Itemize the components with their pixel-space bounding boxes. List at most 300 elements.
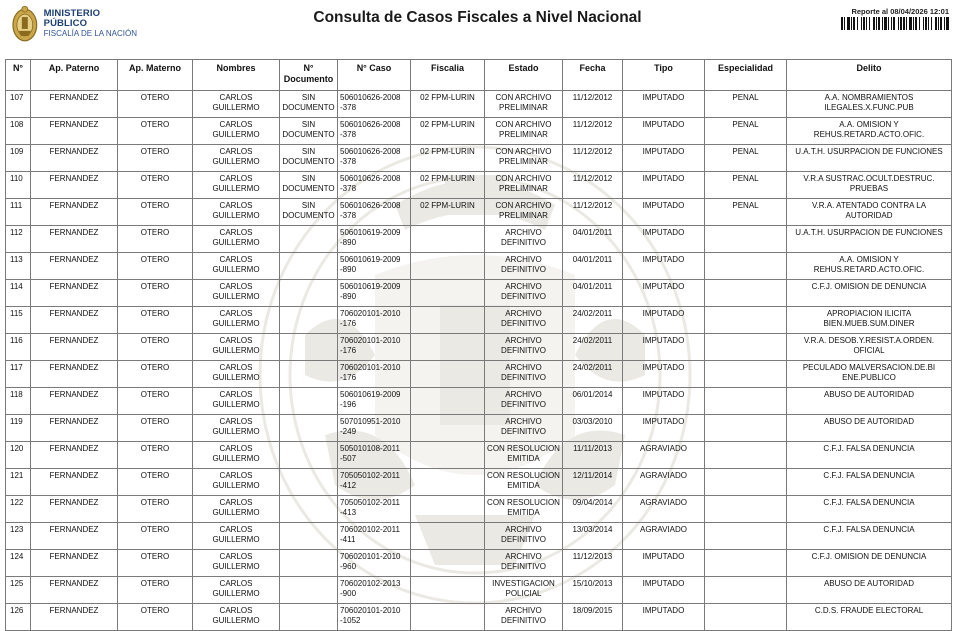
estado-cell: ARCHIVO DEFINITIVO — [485, 388, 563, 415]
delito-cell: V.R.A. ATENTADO CONTRA LA AUTORIDAD — [787, 199, 952, 226]
estado-cell: CON ARCHIVO PRELIMINAR — [485, 118, 563, 145]
ap-paterno-cell: FERNANDEZ — [31, 361, 118, 388]
especialidad-cell — [705, 496, 787, 523]
column-header-ap-materno: Ap. Materno — [118, 60, 193, 91]
nombres-cell: CARLOS GUILLERMO — [193, 415, 280, 442]
column-header-fecha: Fecha — [563, 60, 623, 91]
barcode-bar — [876, 17, 877, 30]
caso-cell: 506010626-2008 -378 — [338, 145, 411, 172]
table-row — [6, 172, 952, 199]
table-row — [6, 226, 952, 253]
fiscalia-cell — [411, 442, 485, 469]
tipo-cell: IMPUTADO — [623, 550, 705, 577]
tipo-cell: IMPUTADO — [623, 361, 705, 388]
fiscalia-cell — [411, 280, 485, 307]
table-row — [6, 280, 952, 307]
column-header-especialidad: Especialidad — [705, 60, 787, 91]
caso-cell: 706020102-2011 -411 — [338, 523, 411, 550]
row-number: 126 — [6, 604, 31, 631]
barcode-bar — [891, 17, 892, 30]
table-row — [6, 361, 952, 388]
fiscalia-cell — [411, 361, 485, 388]
fecha-cell: 06/01/2014 — [563, 388, 623, 415]
fecha-cell: 11/12/2012 — [563, 172, 623, 199]
table-row — [6, 523, 952, 550]
ap-materno-cell: OTERO — [118, 469, 193, 496]
documento-cell — [280, 577, 338, 604]
nombres-cell: CARLOS GUILLERMO — [193, 388, 280, 415]
documento-cell — [280, 496, 338, 523]
delito-cell: C.F.J. FALSA DENUNCIA — [787, 469, 952, 496]
fiscalia-cell — [411, 307, 485, 334]
tipo-cell: IMPUTADO — [623, 577, 705, 604]
barcode-bar — [861, 17, 862, 30]
ap-materno-cell: OTERO — [118, 145, 193, 172]
row-number: 113 — [6, 253, 31, 280]
ap-materno-cell: OTERO — [118, 280, 193, 307]
fiscalia-cell: 02 FPM-LURIN — [411, 199, 485, 226]
documento-cell — [280, 280, 338, 307]
ap-paterno-cell: FERNANDEZ — [31, 307, 118, 334]
ap-paterno-cell: FERNANDEZ — [31, 91, 118, 118]
delito-cell: ABUSO DE AUTORIDAD — [787, 415, 952, 442]
ap-paterno-cell: FERNANDEZ — [31, 145, 118, 172]
row-number: 114 — [6, 280, 31, 307]
documento-cell: SIN DOCUMENTO — [280, 118, 338, 145]
estado-cell: ARCHIVO DEFINITIVO — [485, 415, 563, 442]
row-number: 122 — [6, 496, 31, 523]
row-number: 121 — [6, 469, 31, 496]
barcode-bar — [884, 17, 887, 30]
documento-cell: SIN DOCUMENTO — [280, 199, 338, 226]
barcode-bar — [888, 17, 889, 30]
report-header — [0, 0, 955, 58]
ap-materno-cell: OTERO — [118, 415, 193, 442]
nombres-cell: CARLOS GUILLERMO — [193, 523, 280, 550]
barcode-bar — [903, 17, 905, 30]
caso-cell: 505010108-2011 -507 — [338, 442, 411, 469]
documento-cell — [280, 307, 338, 334]
barcode-bar — [913, 17, 914, 30]
documento-cell — [280, 334, 338, 361]
table-row — [6, 577, 952, 604]
tipo-cell: IMPUTADO — [623, 145, 705, 172]
documento-cell: SIN DOCUMENTO — [280, 145, 338, 172]
column-header-numero: N° — [6, 60, 31, 91]
especialidad-cell: PENAL — [705, 172, 787, 199]
table-row — [6, 334, 952, 361]
column-header-caso: N° Caso — [338, 60, 411, 91]
page-title: Consulta de Casos Fiscales a Nivel Nacional — [313, 9, 642, 26]
fiscalia-cell: 02 FPM-LURIN — [411, 91, 485, 118]
ap-materno-cell: OTERO — [118, 442, 193, 469]
delito-cell: U.A.T.H. USURPACION DE FUNCIONES — [787, 226, 952, 253]
barcode-bar — [928, 17, 929, 30]
delito-cell: APROPIACION ILICITA BIEN.MUEB.SUM.DINER — [787, 307, 952, 334]
ap-paterno-cell: FERNANDEZ — [31, 172, 118, 199]
fecha-cell: 24/02/2011 — [563, 307, 623, 334]
fiscalia-cell — [411, 496, 485, 523]
table-row — [6, 442, 952, 469]
caso-cell: 705050102-2011 -413 — [338, 496, 411, 523]
barcode-bar — [944, 17, 945, 30]
tipo-cell: IMPUTADO — [623, 172, 705, 199]
table-row — [6, 145, 952, 172]
fiscalia-cell — [411, 523, 485, 550]
nombres-cell: CARLOS GUILLERMO — [193, 118, 280, 145]
delito-cell: U.A.T.H. USURPACION DE FUNCIONES — [787, 145, 952, 172]
tipo-cell: AGRAVIADO — [623, 496, 705, 523]
documento-cell — [280, 253, 338, 280]
barcode-bar — [851, 17, 852, 30]
documento-cell — [280, 388, 338, 415]
especialidad-cell — [705, 469, 787, 496]
report-stamp — [837, 7, 949, 30]
column-header-delito: Delito — [787, 60, 952, 91]
documento-cell — [280, 550, 338, 577]
row-number: 112 — [6, 226, 31, 253]
barcode-bar — [946, 17, 949, 30]
fecha-cell: 11/12/2013 — [563, 550, 623, 577]
row-number: 118 — [6, 388, 31, 415]
barcode-bar — [841, 17, 843, 30]
ap-paterno-cell: FERNANDEZ — [31, 199, 118, 226]
barcode-bar — [935, 17, 937, 30]
caso-cell: 706020101-2010 -960 — [338, 550, 411, 577]
ap-paterno-cell: FERNANDEZ — [31, 388, 118, 415]
delito-cell: C.F.J. FALSA DENUNCIA — [787, 442, 952, 469]
barcode-bar — [844, 17, 845, 30]
estado-cell: INVESTIGACION POLICIAL — [485, 577, 563, 604]
barcode-bar — [906, 17, 907, 30]
barcode-bar — [900, 17, 902, 30]
barcode-bar — [931, 17, 932, 30]
estado-cell: ARCHIVO DEFINITIVO — [485, 253, 563, 280]
caso-cell: 506010619-2009 -196 — [338, 388, 411, 415]
row-number: 111 — [6, 199, 31, 226]
ap-materno-cell: OTERO — [118, 577, 193, 604]
ap-materno-cell: OTERO — [118, 388, 193, 415]
tipo-cell: IMPUTADO — [623, 253, 705, 280]
barcode-bar — [940, 17, 942, 30]
ap-materno-cell: OTERO — [118, 550, 193, 577]
estado-cell: ARCHIVO DEFINITIVO — [485, 307, 563, 334]
estado-cell: ARCHIVO DEFINITIVO — [485, 280, 563, 307]
caso-cell: 506010619-2009 -890 — [338, 280, 411, 307]
logo-name: MINISTERIO PÚBLICO — [43, 8, 101, 29]
barcode-bar — [853, 17, 855, 30]
especialidad-cell: PENAL — [705, 199, 787, 226]
column-header-tipo: Tipo — [623, 60, 705, 91]
especialidad-cell — [705, 280, 787, 307]
estado-cell: ARCHIVO DEFINITIVO — [485, 226, 563, 253]
caso-cell: 506010626-2008 -378 — [338, 199, 411, 226]
row-number: 108 — [6, 118, 31, 145]
cases-table — [5, 59, 952, 631]
fiscalia-cell — [411, 415, 485, 442]
barcode-bar — [898, 17, 899, 30]
ap-paterno-cell: FERNANDEZ — [31, 253, 118, 280]
delito-cell: C.D.S. FRAUDE ELECTORAL — [787, 604, 952, 631]
estado-cell: CON RESOLUCION EMITIDA — [485, 496, 563, 523]
especialidad-cell — [705, 307, 787, 334]
delito-cell: V.R.A SUSTRAC.OCULT.DESTRUC. PRUEBAS — [787, 172, 952, 199]
documento-cell — [280, 442, 338, 469]
nombres-cell: CARLOS GUILLERMO — [193, 253, 280, 280]
tipo-cell: IMPUTADO — [623, 307, 705, 334]
row-number: 116 — [6, 334, 31, 361]
tipo-cell: IMPUTADO — [623, 415, 705, 442]
estado-cell: CON RESOLUCION EMITIDA — [485, 442, 563, 469]
estado-cell: CON ARCHIVO PRELIMINAR — [485, 145, 563, 172]
delito-cell: PECULADO MALVERSACION.DE.BI ENE.PUBLICO — [787, 361, 952, 388]
row-number: 119 — [6, 415, 31, 442]
column-header-fiscalia: Fiscalia — [411, 60, 485, 91]
fecha-cell: 24/02/2011 — [563, 361, 623, 388]
ap-paterno-cell: FERNANDEZ — [31, 577, 118, 604]
ap-paterno-cell: FERNANDEZ — [31, 469, 118, 496]
tipo-cell: IMPUTADO — [623, 199, 705, 226]
table-row — [6, 307, 952, 334]
barcode-bar — [878, 17, 880, 30]
fecha-cell: 11/12/2012 — [563, 199, 623, 226]
table-row — [6, 550, 952, 577]
fiscalia-cell: 02 FPM-LURIN — [411, 118, 485, 145]
ap-materno-cell: OTERO — [118, 199, 193, 226]
row-number: 109 — [6, 145, 31, 172]
estado-cell: ARCHIVO DEFINITIVO — [485, 361, 563, 388]
ap-materno-cell: OTERO — [118, 334, 193, 361]
tipo-cell: AGRAVIADO — [623, 442, 705, 469]
documento-cell — [280, 415, 338, 442]
fecha-cell: 03/03/2010 — [563, 415, 623, 442]
table-row — [6, 415, 952, 442]
fecha-cell: 11/11/2013 — [563, 442, 623, 469]
tipo-cell: IMPUTADO — [623, 388, 705, 415]
tipo-cell: IMPUTADO — [623, 280, 705, 307]
table-row — [6, 91, 952, 118]
especialidad-cell: PENAL — [705, 145, 787, 172]
ap-materno-cell: OTERO — [118, 604, 193, 631]
fecha-cell: 18/09/2015 — [563, 604, 623, 631]
tipo-cell: AGRAVIADO — [623, 523, 705, 550]
row-number: 120 — [6, 442, 31, 469]
row-number: 123 — [6, 523, 31, 550]
nombres-cell: CARLOS GUILLERMO — [193, 469, 280, 496]
ap-materno-cell: OTERO — [118, 253, 193, 280]
fecha-cell: 11/12/2012 — [563, 91, 623, 118]
nombres-cell: CARLOS GUILLERMO — [193, 91, 280, 118]
ap-materno-cell: OTERO — [118, 226, 193, 253]
tipo-cell: IMPUTADO — [623, 118, 705, 145]
barcode-bar — [919, 17, 920, 30]
estado-cell: CON ARCHIVO PRELIMINAR — [485, 91, 563, 118]
caso-cell: 507010951-2010 -249 — [338, 415, 411, 442]
table-row — [6, 199, 952, 226]
fiscalia-cell — [411, 253, 485, 280]
estado-cell: CON RESOLUCION EMITIDA — [485, 469, 563, 496]
especialidad-cell — [705, 523, 787, 550]
especialidad-cell — [705, 577, 787, 604]
documento-cell — [280, 523, 338, 550]
delito-cell: ABUSO DE AUTORIDAD — [787, 577, 952, 604]
ap-paterno-cell: FERNANDEZ — [31, 604, 118, 631]
delito-cell: V.R.A. DESOB.Y.RESIST.A.ORDEN. OFICIAL — [787, 334, 952, 361]
especialidad-cell: PENAL — [705, 118, 787, 145]
especialidad-cell — [705, 415, 787, 442]
fiscalia-cell — [411, 388, 485, 415]
ap-paterno-cell: FERNANDEZ — [31, 334, 118, 361]
ap-paterno-cell: FERNANDEZ — [31, 118, 118, 145]
estado-cell: CON ARCHIVO PRELIMINAR — [485, 172, 563, 199]
column-header-estado: Estado — [485, 60, 563, 91]
tipo-cell: IMPUTADO — [623, 226, 705, 253]
nombres-cell: CARLOS GUILLERMO — [193, 604, 280, 631]
column-header-ap-paterno: Ap. Paterno — [31, 60, 118, 91]
barcode-bar — [938, 17, 939, 30]
nombres-cell: CARLOS GUILLERMO — [193, 172, 280, 199]
table-row — [6, 388, 952, 415]
nombres-cell: CARLOS GUILLERMO — [193, 280, 280, 307]
ap-paterno-cell: FERNANDEZ — [31, 415, 118, 442]
delito-cell: A.A. NOMBRAMIENTOS ILEGALES.X.FUNC.PUB — [787, 91, 952, 118]
barcode-bar — [863, 17, 865, 30]
fecha-cell: 09/04/2014 — [563, 496, 623, 523]
delito-cell: C.F.J. OMISION DE DENUNCIA — [787, 550, 952, 577]
delito-cell: C.F.J. FALSA DENUNCIA — [787, 523, 952, 550]
especialidad-cell — [705, 361, 787, 388]
nombres-cell: CARLOS GUILLERMO — [193, 577, 280, 604]
nombres-cell: CARLOS GUILLERMO — [193, 361, 280, 388]
documento-cell — [280, 361, 338, 388]
ap-materno-cell: OTERO — [118, 496, 193, 523]
delito-cell: C.F.J. OMISION DE DENUNCIA — [787, 280, 952, 307]
nombres-cell: CARLOS GUILLERMO — [193, 334, 280, 361]
nombres-cell: CARLOS GUILLERMO — [193, 226, 280, 253]
caso-cell: 705050102-2011 -412 — [338, 469, 411, 496]
fecha-cell: 13/03/2014 — [563, 523, 623, 550]
estado-cell: CON ARCHIVO PRELIMINAR — [485, 199, 563, 226]
especialidad-cell — [705, 388, 787, 415]
fecha-cell: 12/11/2014 — [563, 469, 623, 496]
caso-cell: 506010626-2008 -378 — [338, 91, 411, 118]
fecha-cell: 15/10/2013 — [563, 577, 623, 604]
fiscalia-cell — [411, 604, 485, 631]
delito-cell: ABUSO DE AUTORIDAD — [787, 388, 952, 415]
row-number: 125 — [6, 577, 31, 604]
documento-cell — [280, 469, 338, 496]
fiscalia-cell — [411, 550, 485, 577]
caso-cell: 506010626-2008 -378 — [338, 118, 411, 145]
ap-materno-cell: OTERO — [118, 118, 193, 145]
barcode-bar — [923, 17, 924, 30]
especialidad-cell — [705, 334, 787, 361]
delito-cell: C.F.J. FALSA DENUNCIA — [787, 496, 952, 523]
ap-paterno-cell: FERNANDEZ — [31, 442, 118, 469]
fecha-cell: 04/01/2011 — [563, 280, 623, 307]
especialidad-cell — [705, 226, 787, 253]
delito-cell: A.A. OMISION Y REHUS.RETARD.ACTO.OFIC. — [787, 118, 952, 145]
table-row — [6, 604, 952, 631]
caso-cell: 506010626-2008 -378 — [338, 172, 411, 199]
barcode-bar — [857, 17, 858, 30]
column-header-documento: N° Documento — [280, 60, 338, 91]
barcode-bar — [866, 17, 867, 30]
caso-cell: 506010619-2009 -890 — [338, 253, 411, 280]
ap-paterno-cell: FERNANDEZ — [31, 550, 118, 577]
table-row — [6, 253, 952, 280]
especialidad-cell — [705, 442, 787, 469]
documento-cell — [280, 604, 338, 631]
nombres-cell: CARLOS GUILLERMO — [193, 550, 280, 577]
table-header-row — [6, 60, 952, 91]
estado-cell: ARCHIVO DEFINITIVO — [485, 334, 563, 361]
fiscalia-cell — [411, 469, 485, 496]
caso-cell: 706020102-2013 -900 — [338, 577, 411, 604]
row-number: 110 — [6, 172, 31, 199]
row-number: 115 — [6, 307, 31, 334]
barcode-bar — [909, 17, 912, 30]
column-header-nombres: Nombres — [193, 60, 280, 91]
ap-paterno-cell: FERNANDEZ — [31, 523, 118, 550]
especialidad-cell — [705, 253, 787, 280]
barcode-bar — [869, 17, 870, 30]
fecha-cell: 24/02/2011 — [563, 334, 623, 361]
fiscalia-cell: 02 FPM-LURIN — [411, 172, 485, 199]
barcode-bar — [915, 17, 917, 30]
fiscalia-cell — [411, 226, 485, 253]
row-number: 124 — [6, 550, 31, 577]
fecha-cell: 04/01/2011 — [563, 253, 623, 280]
ap-materno-cell: OTERO — [118, 523, 193, 550]
fecha-cell: 04/01/2011 — [563, 226, 623, 253]
report-date: Reporte al 08/04/2026 12:01 — [851, 7, 949, 16]
barcode-icon — [841, 17, 949, 30]
nombres-cell: CARLOS GUILLERMO — [193, 145, 280, 172]
fiscalia-cell: 02 FPM-LURIN — [411, 145, 485, 172]
delito-cell: A.A. OMISION Y REHUS.RETARD.ACTO.OFIC. — [787, 253, 952, 280]
tipo-cell: IMPUTADO — [623, 604, 705, 631]
estado-cell: ARCHIVO DEFINITIVO — [485, 550, 563, 577]
table-body — [6, 91, 952, 631]
caso-cell: 706020101-2010 -1052 — [338, 604, 411, 631]
row-number: 107 — [6, 91, 31, 118]
tipo-cell: IMPUTADO — [623, 91, 705, 118]
nombres-cell: CARLOS GUILLERMO — [193, 442, 280, 469]
fecha-cell: 11/12/2012 — [563, 118, 623, 145]
caso-cell: 706020101-2010 -176 — [338, 307, 411, 334]
estado-cell: ARCHIVO DEFINITIVO — [485, 604, 563, 631]
table-row — [6, 469, 952, 496]
ap-materno-cell: OTERO — [118, 91, 193, 118]
barcode-bar — [873, 17, 875, 30]
fiscalia-cell — [411, 334, 485, 361]
table-row — [6, 496, 952, 523]
documento-cell: SIN DOCUMENTO — [280, 172, 338, 199]
fiscalia-cell — [411, 577, 485, 604]
tipo-cell: IMPUTADO — [623, 334, 705, 361]
tipo-cell: AGRAVIADO — [623, 469, 705, 496]
ap-paterno-cell: FERNANDEZ — [31, 496, 118, 523]
nombres-cell: CARLOS GUILLERMO — [193, 307, 280, 334]
barcode-bar — [893, 17, 895, 30]
nombres-cell: CARLOS GUILLERMO — [193, 496, 280, 523]
caso-cell: 706020101-2010 -176 — [338, 361, 411, 388]
ap-materno-cell: OTERO — [118, 172, 193, 199]
especialidad-cell — [705, 604, 787, 631]
ap-paterno-cell: FERNANDEZ — [31, 280, 118, 307]
barcode-bar — [882, 17, 883, 30]
